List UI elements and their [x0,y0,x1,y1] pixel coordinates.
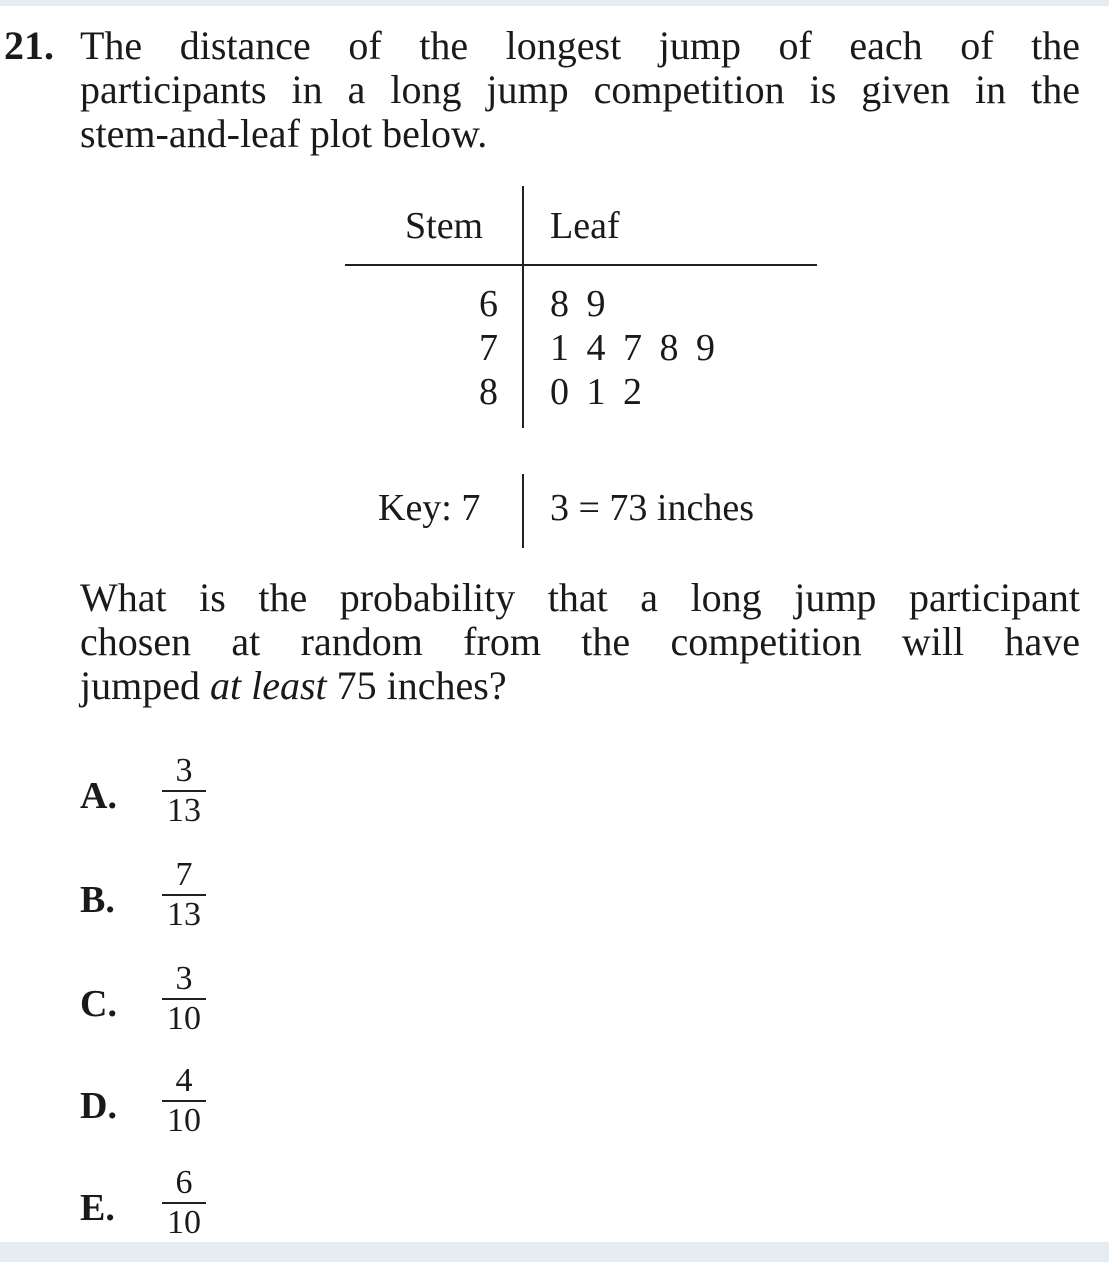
key-label: Key: 7 [378,487,481,529]
prompt-text [80,576,1080,708]
numerator: 6 [175,1164,193,1201]
choice-fraction [160,752,208,830]
numerator: 4 [175,1062,193,1099]
leaf-values: 8 9 [550,283,610,325]
prompt-text-part: 75 inches? [326,663,507,708]
key-value: 3 = 73 inches [550,487,755,529]
top-border [0,0,1109,6]
choice-letter: B. [80,879,115,921]
choice-fraction [160,1164,208,1242]
prompt-text-part: jumped [80,663,210,708]
choice-letter: E. [80,1187,115,1229]
bottom-border [0,1242,1109,1262]
question-line: participants in a long jump competition is given in the [80,67,1080,112]
denominator: 10 [167,1204,201,1241]
choice-letter: A. [80,775,117,817]
denominator: 13 [167,792,201,829]
denominator: 13 [167,896,201,933]
leaf-header: Leaf [550,205,620,247]
leaf-values: 0 1 2 [550,371,646,413]
numerator: 7 [175,856,193,893]
choice-fraction [160,960,208,1038]
denominator: 10 [167,1102,201,1139]
question-text [80,24,1080,156]
leaf-values: 1 4 7 8 9 [550,327,719,369]
numerator: 3 [175,960,193,997]
stem-header: Stem [405,205,484,247]
prompt-line [80,664,1080,708]
stem-value: 7 [479,327,498,369]
numerator: 3 [175,752,193,789]
question-line: stem-and-leaf plot below. [80,111,488,156]
choice-letter: C. [80,983,117,1025]
question-number: 21. [4,23,54,68]
denominator: 10 [167,1000,201,1037]
stem-value: 8 [479,371,498,413]
prompt-emphasis: at least [209,663,327,708]
prompt-line: What is the probability that a long jump participant [80,575,1080,620]
plot-divider-vertical [522,186,524,428]
stem-value: 6 [479,283,498,325]
key-divider [522,474,524,548]
question-line: The distance of the longest jump of each of the [80,23,1080,68]
plot-divider-horizontal [345,264,817,266]
prompt-line: chosen at random from the competition will have [80,619,1080,664]
choice-fraction [160,856,208,934]
choice-letter: D. [80,1085,117,1127]
choice-fraction [160,1062,208,1140]
